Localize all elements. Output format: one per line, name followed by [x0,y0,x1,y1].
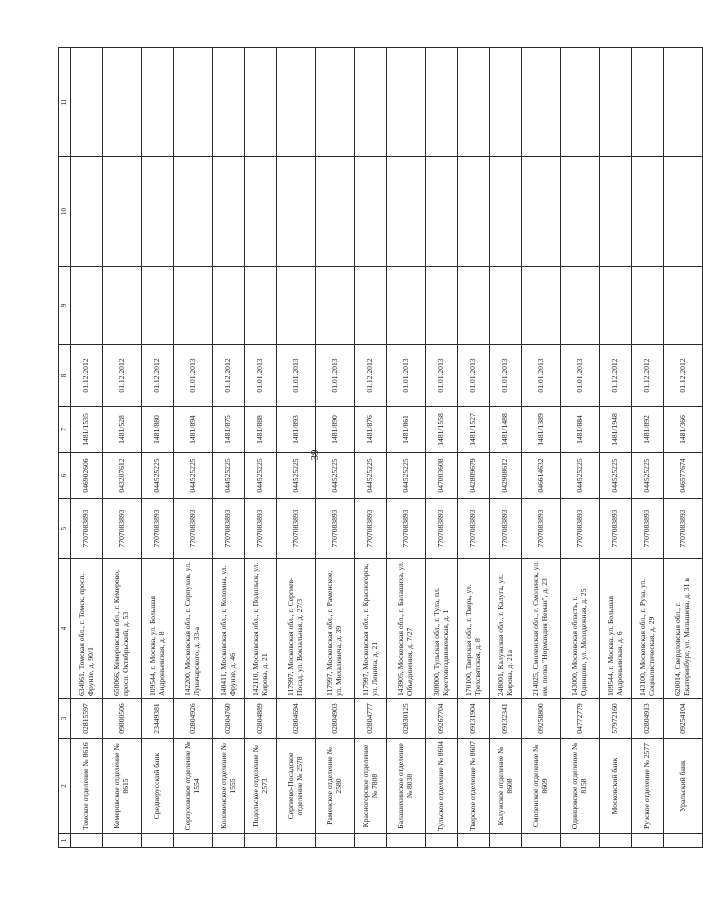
bic-cell: 044525225 [600,453,632,499]
branch-name-cell: Калужское отделение № 8608 [490,739,522,834]
empty-cell-9 [316,267,355,345]
row-marker-cell [213,834,245,848]
date-cell: 01.01.2013 [522,345,561,407]
empty-cell-10 [490,157,522,267]
address-cell: 300000, Тульская обл., г. Тула, пл. Крестовоздвиженская, д. 1 [426,559,458,699]
inn-cell: 7707083893 [174,499,213,559]
bic-cell: 042908612 [490,453,522,499]
empty-cell-11 [245,48,277,157]
okpo-code-cell: 02804694 [277,699,316,739]
inn-cell: 7707083893 [277,499,316,559]
column-number: 4 [59,559,71,699]
empty-cell-11 [213,48,245,157]
column-number: 11 [59,48,71,157]
inn-cell: 7707083893 [387,499,426,559]
okpo-code-cell: 02804926 [174,699,213,739]
okpo-code-cell: 57972160 [600,699,632,739]
date-cell: 01.01.2013 [316,345,355,407]
empty-cell-10 [316,157,355,267]
okpo-code-cell: 02804760 [213,699,245,739]
okpo-code-cell: 04772779 [561,699,600,739]
table-row [174,48,213,848]
table-body [59,48,703,848]
bank-branches-table [58,47,703,848]
address-cell: 170100, Тверская обл., г. Тверь, ул. Трехсвятская, д. 8 [458,559,490,699]
branch-name-cell: Тверское отделение № 8607 [458,739,490,834]
branch-name-cell: Уральский банк [664,739,703,834]
date-cell: 01.01.2013 [458,345,490,407]
row-marker-cell [142,834,174,848]
branch-name-cell: Подольское отделение № 2573 [245,739,277,834]
empty-cell-11 [316,48,355,157]
column-number: 8 [59,345,71,407]
table-row [277,48,316,848]
date-cell: 01.01.2013 [245,345,277,407]
rotated-table-container [58,48,691,848]
inn-cell: 7707083893 [213,499,245,559]
table-row [458,48,490,848]
registration-number-cell: 1481/894 [174,407,213,453]
row-marker-cell [355,834,387,848]
bic-cell: 044525225 [213,453,245,499]
inn-cell: 7707083893 [103,499,142,559]
empty-cell-10 [426,157,458,267]
branch-name-cell: Одинцовское отделение № 8158 [561,739,600,834]
registration-number-cell: 1481/1535 [71,407,103,453]
empty-cell-10 [600,157,632,267]
inn-cell: 7707083893 [490,499,522,559]
address-cell: 143100, Московская обл., г. Руза, ул. Социалистическая, д. 29 [632,559,664,699]
row-marker-cell [490,834,522,848]
column-number-row [59,48,71,848]
empty-cell-9 [174,267,213,345]
date-cell: 01.01.2013 [277,345,316,407]
empty-cell-11 [458,48,490,157]
empty-cell-10 [213,157,245,267]
inn-cell: 7707083893 [245,499,277,559]
table-row [213,48,245,848]
registration-number-cell: 1481/880 [142,407,174,453]
okpo-code-cell: 09131904 [458,699,490,739]
inn-cell: 7707083893 [426,499,458,559]
branch-name-cell: Томское отделение № 8616 [71,739,103,834]
row-marker-cell [316,834,355,848]
date-cell: 01.12.2012 [213,345,245,407]
empty-cell-9 [664,267,703,345]
date-cell: 01.12.2012 [142,345,174,407]
okpo-code-cell: 02804913 [632,699,664,739]
bic-cell: 044525225 [561,453,600,499]
inn-cell: 7707083893 [71,499,103,559]
column-number: 5 [59,499,71,559]
address-cell: 142110, Московская обл., г. Подольск, ул. Кирова, д. 21 [245,559,277,699]
empty-cell-9 [561,267,600,345]
bic-cell: 043207612 [103,453,142,499]
address-cell: 214025, Смоленская обл., г. Смоленск, ул. им. полка "Нормандия Неман", д. 23 [522,559,561,699]
date-cell: 01.12.2012 [600,345,632,407]
table-row [522,48,561,848]
empty-cell-11 [71,48,103,157]
empty-cell-11 [103,48,142,157]
empty-cell-10 [522,157,561,267]
row-marker-cell [458,834,490,848]
column-number: 3 [59,699,71,739]
address-cell: 143000, Московская область, г. Одинцово, ул. Молодежная, д. 25 [561,559,600,699]
address-cell: 142200, Московская обл., г. Серпухов, ул. Луначарского, д. 33-а [174,559,213,699]
empty-cell-10 [71,157,103,267]
okpo-code-cell: 09258800 [522,699,561,739]
row-marker-cell [522,834,561,848]
column-number: 1 [59,834,71,848]
table-row [561,48,600,848]
inn-cell: 7707083893 [600,499,632,559]
date-cell: 01.12.2012 [632,345,664,407]
bic-cell: 044525225 [277,453,316,499]
address-cell: 620014, Свердловская обл., г. Екатеринбург, ул. Малышева, д. 31 в [664,559,703,699]
registration-number-cell: 1481/1948 [600,407,632,453]
column-number: 9 [59,267,71,345]
table-row [426,48,458,848]
date-cell: 01.12.2012 [355,345,387,407]
table-row [490,48,522,848]
bic-cell: 046902606 [71,453,103,499]
bic-cell: 044525225 [142,453,174,499]
empty-cell-9 [71,267,103,345]
empty-cell-9 [142,267,174,345]
empty-cell-10 [387,157,426,267]
empty-cell-10 [632,157,664,267]
registration-number-cell: 1481/528 [103,407,142,453]
okpo-code-cell: 02804777 [355,699,387,739]
table-row [103,48,142,848]
empty-cell-9 [103,267,142,345]
bic-cell: 047003608 [426,453,458,499]
address-cell: 109544, г. Москва, ул. Большая Андроньевская, д. 8 [142,559,174,699]
registration-number-cell: 1481/1527 [458,407,490,453]
row-marker-cell [664,834,703,848]
date-cell: 01.12.2012 [71,345,103,407]
empty-cell-10 [142,157,174,267]
empty-cell-11 [600,48,632,157]
table-row [600,48,632,848]
empty-cell-10 [355,157,387,267]
registration-number-cell: 1481/890 [316,407,355,453]
inn-cell: 7707083893 [142,499,174,559]
empty-cell-11 [561,48,600,157]
row-marker-cell [71,834,103,848]
table-row [632,48,664,848]
okpo-code-cell: 23449381 [142,699,174,739]
okpo-code-cell: 09254104 [664,699,703,739]
inn-cell: 7707083893 [355,499,387,559]
registration-number-cell: 1481/888 [245,407,277,453]
empty-cell-10 [458,157,490,267]
empty-cell-11 [664,48,703,157]
address-cell: 650066, Кемеровская обл., г. Кемерово, просп. Октябрьский, д. 53 [103,559,142,699]
empty-cell-10 [103,157,142,267]
date-cell: 01.12.2012 [103,345,142,407]
registration-number-cell: 1481/875 [213,407,245,453]
inn-cell: 7707083893 [632,499,664,559]
table-row [245,48,277,848]
empty-cell-10 [174,157,213,267]
empty-cell-9 [426,267,458,345]
inn-cell: 7707083893 [316,499,355,559]
row-marker-cell [103,834,142,848]
bic-cell: 044525225 [174,453,213,499]
empty-cell-10 [664,157,703,267]
empty-cell-9 [387,267,426,345]
branch-name-cell: Кемеровское отделение № 8615 [103,739,142,834]
empty-cell-11 [387,48,426,157]
address-cell: 117997, Московская обл., г. Раменское, ул. Михалевича, д. 39 [316,559,355,699]
empty-cell-10 [245,157,277,267]
okpo-code-cell: 09800506 [103,699,142,739]
empty-cell-11 [522,48,561,157]
bic-cell: 046577674 [664,453,703,499]
branch-name-cell: Сергиево-Посадское отделение № 2578 [277,739,316,834]
inn-cell: 7707083893 [522,499,561,559]
table-row [387,48,426,848]
row-marker-cell [387,834,426,848]
row-marker-cell [245,834,277,848]
table-row [664,48,703,848]
empty-cell-9 [213,267,245,345]
branch-name-cell: Московский банк [600,739,632,834]
bic-cell: 046614632 [522,453,561,499]
inn-cell: 7707083893 [664,499,703,559]
empty-cell-11 [174,48,213,157]
column-number: 6 [59,453,71,499]
branch-name-cell: Смоленское отделение № 8609 [522,739,561,834]
okpo-code-cell: 02804903 [316,699,355,739]
branch-name-cell: Серпуховское отделение № 1554 [174,739,213,834]
empty-cell-11 [142,48,174,157]
table-row [316,48,355,848]
registration-number-cell: 1481/892 [632,407,664,453]
empty-cell-11 [632,48,664,157]
inn-cell: 7707083893 [458,499,490,559]
registration-number-cell: 1481/876 [355,407,387,453]
row-marker-cell [174,834,213,848]
address-cell: 109544, г. Москва, ул. Большая Андроньевская, д. 6 [600,559,632,699]
branch-name-cell: Тульское отделение № 8604 [426,739,458,834]
row-marker-cell [600,834,632,848]
empty-cell-11 [277,48,316,157]
registration-number-cell: 1481/861 [387,407,426,453]
row-marker-cell [426,834,458,848]
address-cell: 117997, Московская обл., г. Красногорск, ул. Ленина, д. 21 [355,559,387,699]
date-cell: 01.01.2013 [490,345,522,407]
table-row [355,48,387,848]
bic-cell: 044525225 [355,453,387,499]
okpo-code-cell: 02815597 [71,699,103,739]
empty-cell-9 [632,267,664,345]
row-marker-cell [277,834,316,848]
empty-cell-9 [600,267,632,345]
okpo-code-cell: 02804889 [245,699,277,739]
okpo-code-cell: 02830125 [387,699,426,739]
date-cell: 01.01.2013 [174,345,213,407]
row-marker-cell [561,834,600,848]
registration-number-cell: 1481/893 [277,407,316,453]
branch-name-cell: Коломенское отделение № 1555 [213,739,245,834]
address-cell: 634061, Томская обл., г. Томск, просп. Фрунзе, д. 90/1 [71,559,103,699]
empty-cell-9 [277,267,316,345]
branch-name-cell: Балашихинское отделение № 8038 [387,739,426,834]
bic-cell: 044525225 [632,453,664,499]
registration-number-cell: 1481/1558 [426,407,458,453]
empty-cell-9 [355,267,387,345]
address-cell: 117997, Московская обл., г. Сергиев-Посад, ул. Вокзальная, д. 27/3 [277,559,316,699]
okpo-code-cell: 09267704 [426,699,458,739]
column-number: 2 [59,739,71,834]
empty-cell-11 [355,48,387,157]
empty-cell-9 [490,267,522,345]
table-row [142,48,174,848]
inn-cell: 7707083893 [561,499,600,559]
date-cell: 01.01.2013 [561,345,600,407]
branch-name-cell: Среднерусский банк [142,739,174,834]
date-cell: 01.12.2012 [664,345,703,407]
address-cell: 248001, Калужская обл., г. Калуга, ул. Кирова, д. 21а [490,559,522,699]
branch-name-cell: Рузское отделение № 2577 [632,739,664,834]
registration-number-cell: 1481/1488 [490,407,522,453]
okpo-code-cell: 09132341 [490,699,522,739]
empty-cell-11 [490,48,522,157]
registration-number-cell: 1481/1389 [522,407,561,453]
empty-cell-11 [426,48,458,157]
empty-cell-9 [522,267,561,345]
empty-cell-10 [277,157,316,267]
branch-name-cell: Красногорское отделение № 7808 [355,739,387,834]
address-cell: 140411, Московская обл., г. Коломна, ул. Фрунзе, д. 46 [213,559,245,699]
empty-cell-10 [561,157,600,267]
bic-cell: 044525225 [316,453,355,499]
bic-cell: 042809679 [458,453,490,499]
column-number: 10 [59,157,71,267]
registration-number-cell: 1481/884 [561,407,600,453]
date-cell: 01.01.2013 [387,345,426,407]
table-row [71,48,103,848]
bic-cell: 044525225 [245,453,277,499]
row-marker-cell [632,834,664,848]
registration-number-cell: 1481/366 [664,407,703,453]
bic-cell: 044525225 [387,453,426,499]
empty-cell-9 [458,267,490,345]
branch-name-cell: Раменское отделение № 2580 [316,739,355,834]
address-cell: 143905, Московская обл., г. Балашиха, ул. Объединения, д. 7/27 [387,559,426,699]
page-number: 39 [309,449,321,461]
date-cell: 01.01.2013 [426,345,458,407]
empty-cell-9 [245,267,277,345]
column-number: 7 [59,407,71,453]
